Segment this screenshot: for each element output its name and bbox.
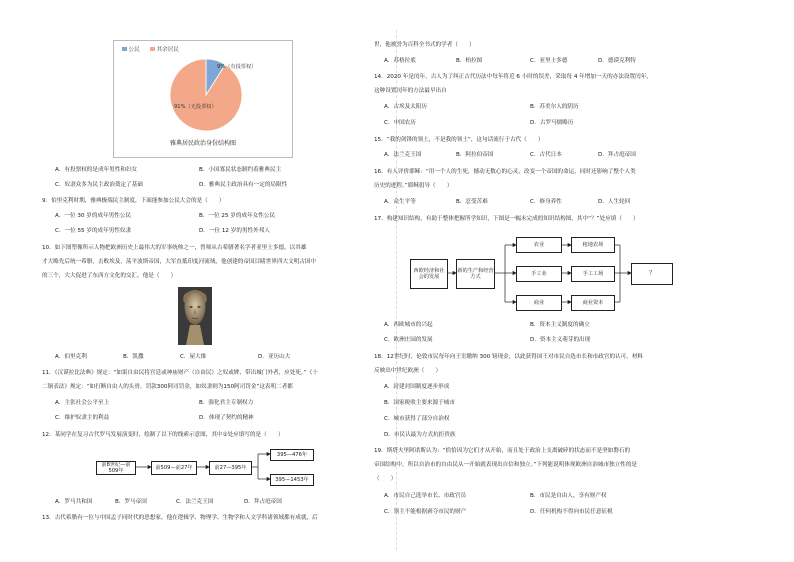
diagram-box-agriculture: 农业 [516,237,562,253]
q8-option-d[interactable]: D．雅典民主政治具有一定的局限性 [199,182,288,188]
q19-option-d[interactable]: D．任何机构不得向市民任意征税 [530,509,613,515]
q16-option-d[interactable]: D．人生轮回 [598,199,631,205]
q11-stem-line1: 11．《汉谟拉比法典》规定：“如果自由民将宫廷或神庙财产（自由民）之奴或婢，带出城门外者，应处死。”《十 [42,370,318,376]
q19-stem-line1: 19．斯塔夫里阿诺斯认为：“恰恰因为它们才从开始，而且处于政治上支离破碎的状态而不是坚如磐石的 [374,448,631,454]
q8-option-b[interactable]: B．小国寡民状态制约着雅典民主 [199,167,282,173]
diagram-box-merchant-capital: 商业资本 [571,295,615,311]
timeline-box-4: 395—476年 [270,449,314,461]
q16-option-a[interactable]: A．众生平等 [384,199,416,205]
q10-stem-line2: 才大略先后统一希腊，击败埃及，荡平波斯帝国，大军直抵印度河流域，他创建的帝国目睹世界四大文明古国中 [42,259,317,265]
q16-option-c[interactable]: C．修身养性 [530,199,562,205]
q13-stem-cont: 世，他被誉为百科全书式的学者（ ） [374,42,475,48]
q14-option-b[interactable]: B．苏美尔人的阴历 [530,104,579,110]
q14-option-a[interactable]: A．古埃及太阳历 [384,104,427,110]
q18-option-a[interactable]: A．封建封国制度逐步形成 [384,384,450,390]
q14-option-d[interactable]: D．古罗马儒略历 [530,120,574,126]
q13-stem: 13．古代希腊有一位与中国孟子同时代的思想家，他在逻辑学、物理学、生物学和人文学科诸领域都有成就，后 [42,515,318,521]
q14-option-c[interactable]: C．中国农历 [384,120,416,126]
q9-option-d[interactable]: D．一位 12 岁的男性外邦人 [199,228,270,234]
q17-option-a[interactable]: A．西欧城市的兴起 [384,322,433,328]
q17-stem: 17．构建知识结构，有助于整体把握所学知识，下图是一幅未完成的知识结构图，其中“？”处应填（ ） [374,216,639,222]
q15-option-a[interactable]: A．法兰克王国 [384,152,422,158]
legend-swatch-0 [122,47,127,51]
q11-stem-line2: 二铜表法》规定：“如打断自由人的头骨，罚款300阿司罚金，如奴隶则为150阿司罚金”这表明二者都 [42,384,293,390]
q10-option-b[interactable]: B．凯撒 [123,354,144,360]
q10-option-d[interactable]: D．亚历山大 [258,354,291,360]
q14-stem-line1: 14．2020 年是闰年，古人为了纠正古代历法中每年将近 6 小时的误差，采取每 4 年增加一天的办法设置闰年， [374,74,652,80]
q15-option-c[interactable]: C．古代日本 [530,152,562,158]
q16-stem-line2: 历史的进程。”耶稣倡导（ ） [374,183,453,189]
diagram-box-leased-farm: 租地农场 [571,237,615,253]
q8-option-c[interactable]: C．奴隶众多为民主政治奠定了基础 [55,182,143,188]
q9-option-a[interactable]: A．一位 30 岁的成年男性公民 [55,213,132,219]
q17-option-d[interactable]: D．资本主义萌芽的出现 [530,337,591,343]
q13-option-d[interactable]: D．德谟克利特 [598,58,636,64]
q15-option-d[interactable]: D．拜占庭帝国 [598,152,636,158]
legend-swatch-1 [150,47,155,51]
q18-option-b[interactable]: B．国家税收主要来源于城市 [384,400,455,406]
q18-stem-line1: 18．12世纪时，伦敦市民每年向王室缴纳 300 镑现金，以此获得国王对市民自选市长和市政官的认可。材料 [374,354,644,360]
q18-option-c[interactable]: C．城市获得了部分自治权 [384,416,450,422]
diagram-box-handicraft: 手工业 [516,266,562,282]
q11-option-b[interactable]: B．强化君主专制权力 [199,400,254,406]
alexander-statue-image [178,287,212,345]
q10-stem-line3: 的三个，大大促进了东西方文化的交汇。他是（ ） [42,273,177,279]
q10-option-c[interactable]: C．屋大维 [180,354,207,360]
q16-option-b[interactable]: B．忍受苦难 [456,199,488,205]
diagram-box-commerce: 商业 [516,295,562,311]
q12-option-a[interactable]: A．罗马共和国 [55,499,93,505]
q19-option-c[interactable]: C．领主不能根据剥夺市民的财产 [384,509,467,515]
diagram-box-economy: 西欧经济和社会的发展 [410,259,448,289]
q10-stem-line1: 10．如下图塑像所示人物把欧洲历史上最伟大的军事统帅之一，曾师从古希腊著名学者亚里士多德，以其雄 [42,245,307,251]
timeline-box-1: 前8世纪—前509年 [96,461,136,475]
diagram-box-unknown: ？ [631,263,673,285]
q16-stem-line1: 16．有人评价耶稣：“用一个人的生死，撼动无数心的心灵，改变一个帝国的命运，同时还影响了整个人类 [374,169,636,175]
diagram-box-workshop: 手工工场 [571,266,615,282]
q12-option-d[interactable]: D．拜占庭帝国 [244,499,282,505]
timeline-box-2: 前509—前27年 [151,461,197,475]
pie-label-0: 9%（有投票权） [217,64,257,70]
q9-option-c[interactable]: C．一位 55 岁的成年男性奴隶 [55,228,132,234]
pie-chart [114,41,292,157]
legend-label-1: 其余居民 [156,47,179,53]
q19-stem-line2: 帝国结构中，所以自治市的自由民从一开始就表现出自信和独立。”下列能说明体现欧洲自治城市独立性的是 [374,462,638,468]
q12-option-b[interactable]: B．罗马帝国 [115,499,147,505]
q19-stem-line3: （ ） [374,476,397,482]
pie-chart-figure [113,40,293,158]
q18-stem-line2: 反映出中世纪欧洲（ ） [374,368,442,374]
q19-option-a[interactable]: A．市民自己选举市长、市政官员 [384,493,467,499]
q18-option-d[interactable]: D．市民认最为方式抗拒贵族 [384,432,456,438]
q12-stem: 12．某同学在复习古代罗马发展演变时，绘制了以下的线索示意图，其中①处应填写的是（ ） [42,432,284,438]
legend-label-0: 公民 [128,47,140,53]
q11-option-d[interactable]: D．体现了契约的精神 [199,415,254,421]
q11-option-c[interactable]: C．维护奴隶主的利益 [55,415,110,421]
q19-option-b[interactable]: B．市民是自由人，享有财产权 [530,493,607,499]
q15-stem: 15．“我的剑锋的领土，不是我的领土”，这句话流行于古代（ ） [374,137,544,143]
q17-option-b[interactable]: B．资本主义制度的确立 [530,322,590,328]
q14-stem-line2: 这种设置闰年的方法最早出自 [374,88,447,94]
q15-option-b[interactable]: B．阿拉伯帝国 [456,152,494,158]
q12-option-c[interactable]: C．法兰克王国 [176,499,214,505]
q9-stem: 9．伯里克利时期，雅典极端民主制度，下面能参加公民大会的是（ ） [42,198,225,204]
q11-option-a[interactable]: A．主张社会公平至上 [55,400,110,406]
timeline-box-3: 前27—395年 [209,461,252,475]
q9-option-b[interactable]: B．一位 25 岁的成年女性公民 [199,213,276,219]
q8-option-a[interactable]: A．有投票权的是成年男性和妇女 [55,167,138,173]
q13-option-c[interactable]: C．亚里士多德 [530,58,568,64]
q13-option-a[interactable]: A．苏格拉底 [384,58,416,64]
q17-option-c[interactable]: C．欧洲庄园的发展 [384,337,433,343]
q10-option-a[interactable]: A．伯里克利 [55,354,87,360]
q13-option-b[interactable]: B．柏拉图 [456,58,483,64]
pie-label-1: 91%（无投票权） [174,104,217,110]
pie-title: 雅典居民政治身份结构图 [169,140,237,147]
timeline-box-5: 395—1453年 [270,474,314,486]
diagram-box-production: 新的生产和经营方式 [456,259,495,289]
